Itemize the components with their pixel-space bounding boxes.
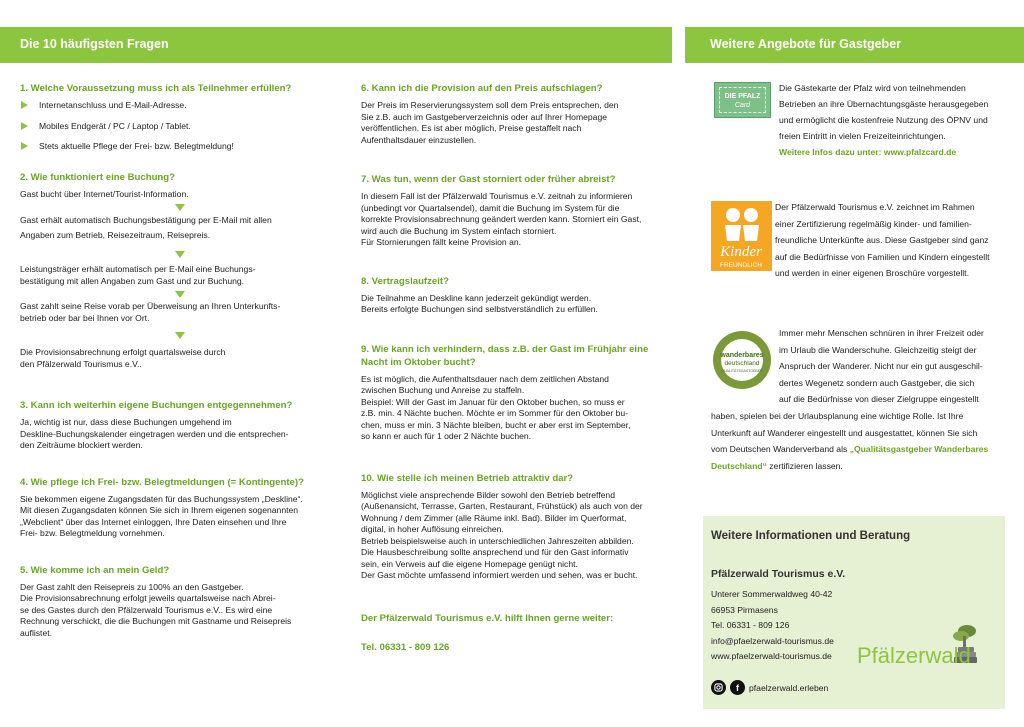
info-title: Weitere Informationen und Beratung xyxy=(711,530,911,542)
question-title: 10. Wie stelle ich meinen Betrieb attraktiv dar? xyxy=(361,472,574,484)
facebook-icon[interactable]: f xyxy=(730,680,745,695)
triangle-right-icon xyxy=(21,142,28,150)
svg-text:QUALITÄTSGASTGEBER: QUALITÄTSGASTGEBER xyxy=(721,369,763,373)
offers-heading: Weitere Angebote für Gastgeber xyxy=(710,37,902,51)
wander-text-full: haben, spielen bei der Urlaubsplanung eine wichtige Rolle. Ist Ihre Unterkunft auf Wanderer eingestellt und ausgestattet, können Sie sich vom Deutschen Wanderverband als „Qualitätsgastgeber Wanderbares Deutschland“ zertifizieren lassen. xyxy=(711,411,989,471)
social-handle[interactable]: pfaelzerwald.erleben xyxy=(749,682,829,693)
faq-q8: 8. Vertragslaufzeit? Die Teilnahme an Deskline kann jederzeit gekündigt werden. Bereits erfolgte Buchungen sind selbstverständlich zu erfüllen. xyxy=(361,275,671,316)
faq-heading: Die 10 häufigsten Fragen xyxy=(20,37,169,51)
step-text: Die Provisionsabrechnung erfolgt quartalsweise durch xyxy=(20,347,226,357)
kinderfreundlich-logo xyxy=(711,201,772,271)
phone-line: Tel. 06331 - 809 126 xyxy=(711,620,790,630)
city-line: 66953 Pirmasens xyxy=(711,604,778,615)
social-links xyxy=(711,680,828,695)
step-text: Gast erhält automatisch Buchungsbestätigung per E-Mail mit allen xyxy=(20,215,272,225)
pfalzcard-logo: DIE PFALZ Card xyxy=(714,82,771,118)
help-section xyxy=(361,612,671,654)
website-link[interactable]: www.pfaelzerwald-tourismus.de xyxy=(711,651,832,661)
step-text: den Pfälzerwald Tourismus e.V.. xyxy=(20,358,142,369)
faq-q4: 4. Wie pflege ich Frei- bzw. Belegtmeldungen (= Kontingente)? Sie bekommen eigene Zugangsdaten für das Buchungssystem „Deskline“. Mit diesen Zugangsdaten können Sie sich in Ihrem eigenen sogenannten „Webclient“ über das Internet einloggen, Ihre Daten einsehen und Ihre Frei- bzw. Belegtmeldung vornehmen. xyxy=(20,476,340,540)
faq-q2 xyxy=(20,171,340,371)
faq-q5: 5. Wie komme ich an mein Geld? Der Gast zahlt den Reisepreis zu 100% an den Gastgeber. Die Provisionsabrechnung erfolgt jeweils quartalsweise nach Abrei- se des Gastes durch den Pfälzerwald Tourismus e.V.. Es wird eine Rechnung verschickt, die die Buchungen mit Gastname und Reisepreis auflistet. xyxy=(20,564,340,640)
svg-text:FREUNDLICH: FREUNDLICH xyxy=(720,262,762,269)
list-item: Internetanschluss und E-Mail-Adresse. xyxy=(20,100,340,112)
pfaelzerwald-logo xyxy=(857,617,977,667)
question-title: 1. Welche Voraussetzung muss ich als Teilnehmer erfüllen? xyxy=(20,83,292,94)
faq-q3: 3. Kann ich weiterhin eigene Buchungen entgegennehmen? Ja, wichtig ist nur, dass diese Buchungen umgehend im Deskline-Buchungskalender eingetragen werden und die entsprechen- den Zeiträume blockiert werden. xyxy=(20,399,340,452)
list-item: Mobiles Endgerät / PC / Laptop / Tablet. xyxy=(20,121,340,133)
question-title: 7. Was tun, wenn der Gast storniert oder früher abreist? xyxy=(361,174,616,185)
kinder-text: Der Pfälzerwald Tourismus e.V. zeichnet im Rahmen einer Zertifizierung regelmäßig kinder- und familien- freundliche Unterkünfte aus. Diese Gastgeber sind ganz auf die Bedürfnisse von Familien und Kindern eingestellt und werden in einer eigenen Broschüre vorgestellt. xyxy=(775,202,990,278)
question-title: 3. Kann ich weiterhin eigene Buchungen entgegennehmen? xyxy=(20,400,293,411)
svg-text:Pfälzerwald: Pfälzerwald xyxy=(857,643,971,667)
down-arrow-icon xyxy=(20,287,340,301)
svg-text:Kinder: Kinder xyxy=(720,244,762,260)
email-link[interactable]: info@pfaelzerwald-tourismus.de xyxy=(711,635,834,646)
faq-column-2 xyxy=(361,82,671,659)
question-title: Nacht im Oktober bucht? xyxy=(361,356,476,368)
info-org: Pfälzerwald Tourismus e.V. xyxy=(711,568,846,580)
certification-highlight: „Qualitätsgastgeber Wanderbares xyxy=(849,444,989,454)
step-text: betrieb oder bar bei Ihnen vor Ort. xyxy=(20,312,150,323)
step-text: bestätigung mit allen Angaben zum Gast und zur Buchung. xyxy=(20,275,245,286)
certification-highlight: Deutschland“ xyxy=(711,460,767,471)
faq-column-1 xyxy=(20,82,340,639)
faq-q6: 6. Kann ich die Provision auf den Preis aufschlagen? Der Preis im Reservierungssystem soll dem Preis entsprechen, den Sie z.B. auch im Gastgeberverzeichnis oder auf Ihrer Homepage veröffentlichen. Es ist aber möglich, Preise gestaffelt nach Aufenthaltsdauer einzustellen. xyxy=(361,82,671,146)
info-contact xyxy=(711,587,834,665)
question-title: 4. Wie pflege ich Frei- bzw. Belegtmeldungen (= Kontingente)? xyxy=(20,476,304,488)
step-text: Gast zahlt seine Reise vorab per Überweisung an Ihren Unterkunfts- xyxy=(20,301,281,311)
triangle-right-icon xyxy=(21,101,28,109)
step-text: Gast bucht über Internet/Tourist-Information. xyxy=(20,188,189,199)
wanderbares-deutschland-logo xyxy=(712,330,772,390)
question-title: 5. Wie komme ich an mein Geld? xyxy=(20,564,170,576)
list-item: Stets aktuelle Pflege der Frei- bzw. Belegtmeldung! xyxy=(20,141,340,153)
instagram-icon[interactable] xyxy=(711,680,726,695)
question-title: 2. Wie funktioniert eine Buchung? xyxy=(20,171,176,183)
down-arrow-icon xyxy=(20,200,340,214)
question-title: 8. Vertragslaufzeit? xyxy=(361,275,449,287)
pfalzcard-link[interactable]: Weitere Infos dazu unter: www.pfalzcard.de xyxy=(779,147,957,157)
pfalzcard-text: Die Gästekarte der Pfalz wird von teilnehmenden Betrieben an ihre Übernachtungsgäste herausgegeben und ermöglicht die kostenfreie Nutzung des ÖPNV und freien Eintritt in vielen Freizeiteinrichtungen. Weitere Infos dazu unter: www.pfalzcard.de xyxy=(779,80,1019,160)
svg-text:wanderbares: wanderbares xyxy=(720,352,764,359)
faq-q9: 9. Wie kann ich verhindern, dass z.B. der Gast im Frühjahr eine Nacht im Oktober bucht? Es ist möglich, die Aufenthaltsdauer nach dem zeitlichen Abstand zwischen Buchung und Anreise zu staffeln. Beispiel: Will der Gast im Januar für den Oktober buchen, so muss er z.B. min. 4 Nächte buchen. Möchte er im Sommer für den Oktober bu- chen, muss er min. 3 Nächte bleiben, bucht er aber erst im September, so kann er auch für 1 oder 2 Nächte buchen. xyxy=(361,343,671,443)
step-text: Angaben zum Betrieb, Reisezeitraum, Reisepreis. xyxy=(20,230,211,240)
down-arrow-icon xyxy=(20,244,340,264)
down-arrow-icon xyxy=(20,324,340,347)
faq-q10: 10. Wie stelle ich meinen Betrieb attraktiv dar? Möglichst viele ansprechende Bilder sowohl den Betrieb betreffend (Außenansicht, Terrasse, Garten, Restaurant, Frühstück) als auch von der Wohnung / dem Zimmer (alle Räume inkl. Bad). Bilder im Querformat, digital, in hoher Auflösung einreichen. Betrieb beispielsweise auch in unterschiedlichen Jahreszeiten abbilden. Die Hausbeschreibung sollte ansprechend und für den Gast informativ sein, ein Verweis auf die eigene Homepage genügt nicht. Der Gast möchte umfassend informiert werden und sehen, was er bucht. xyxy=(361,472,671,582)
address-line: Unterer Sommerwaldweg 40-42 xyxy=(711,589,833,599)
help-line: Der Pfälzerwald Tourismus e.V. hilft Ihnen gerne weiter: xyxy=(361,612,614,624)
svg-text:deutschland: deutschland xyxy=(724,360,760,367)
triangle-right-icon xyxy=(21,122,28,130)
question-title: 9. Wie kann ich verhindern, dass z.B. der Gast im Frühjahr eine xyxy=(361,343,649,355)
help-phone: Tel. 06331 - 809 126 xyxy=(361,641,450,653)
wander-text-indent: Immer mehr Menschen schnüren in ihrer Freizeit oder im Urlaub die Wanderschuhe. Gleichzeitig steigt der Anspruch der Wanderer. Nicht nur ein gut ausgeschil- dertes Wegenetz sondern auch Gastgeber, die sich auf die Bedürfnisse von dieser Zielgruppe eingestellt xyxy=(779,328,984,404)
question-title: 6. Kann ich die Provision auf den Preis aufschlagen? xyxy=(361,83,603,94)
faq-q1 xyxy=(20,82,340,153)
faq-q7: 7. Was tun, wenn der Gast storniert oder früher abreist? In diesem Fall ist der Pfälzerwald Tourismus e.V. zeitnah zu informieren (unbedingt vor Quartalsendel), damit die Buchung im System für die korrekte Provisionsabrechnung geändert werden kann. Storniert ein Gast, wird auch die Buchung im System einfach storniert. Für Stornierungen fällt keine Provision an. xyxy=(361,173,671,249)
step-text: Leistungsträger erhält automatisch per E-Mail eine Buchungs- xyxy=(20,264,256,274)
